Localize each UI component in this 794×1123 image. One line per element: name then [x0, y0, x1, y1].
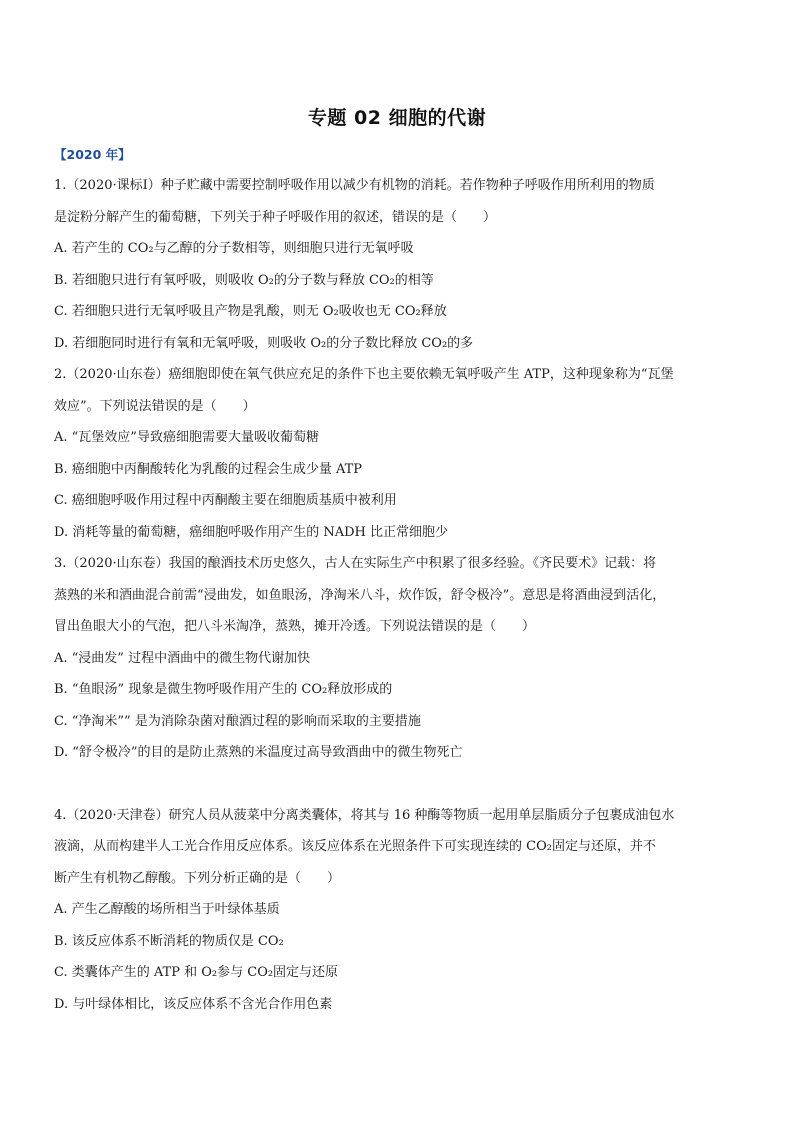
question-stem-line: 4.（2020·天津卷）研究人员从菠菜中分离类囊体，将其与 16 种酶等物质一起用单层脂质分子包裹成油包水 — [54, 807, 675, 823]
year-heading: 【2020 年】 — [54, 147, 131, 162]
option-a: A. 若产生的 CO₂与乙醇的分子数相等，则细胞只进行无氧呼吸 — [54, 241, 414, 256]
question-stem-line: 2.（2020·山东卷）癌细胞即使在氧气供应充足的条件下也主要依赖无氧呼吸产生 ATP，这种现象称为“瓦堡 — [54, 367, 674, 382]
question-stem-line: 冒出鱼眼大小的气泡，把八斗米淘净，蒸熟，摊开冷透。下列说法错误的是（ ） — [54, 619, 536, 634]
option-b: B. 若细胞只进行有氧呼吸，则吸收 O₂的分子数与释放 CO₂的相等 — [54, 272, 434, 288]
option-d: D. “舒令极冷”的目的是防止蒸熟的米温度过高导致酒曲中的微生物死亡 — [54, 745, 463, 760]
page-title: 专题 02 细胞的代谢 — [307, 107, 487, 129]
question-stem-line: 蒸熟的米和酒曲混合前需“浸曲发，如鱼眼汤，净淘米八斗，炊作饭，舒令极冷”。意思是将酒曲浸到活化， — [54, 587, 666, 603]
option-c: C. 类囊体产生的 ATP 和 O₂参与 CO₂固定与还原 — [54, 965, 339, 980]
questions-container — [54, 170, 732, 1020]
option-c: C. 若细胞只进行无氧呼吸且产物是乳酸，则无 O₂吸收也无 CO₂释放 — [54, 304, 447, 319]
question-4 — [54, 800, 732, 1021]
spacer — [54, 769, 732, 800]
question-stem-line: 是淀粉分解产生的葡萄糖，下列关于种子呼吸作用的叙述，错误的是（ ） — [54, 209, 497, 225]
question-stem-line: 效应”。下列说法错误的是（ ） — [54, 398, 256, 414]
option-b: B. 该反应体系不断消耗的物质仅是 CO₂ — [54, 933, 284, 949]
question-2 — [54, 359, 732, 548]
question-3 — [54, 548, 732, 769]
option-d: D. 若细胞同时进行有氧和无氧呼吸，则吸收 O₂的分子数比释放 CO₂的多 — [54, 335, 474, 351]
question-stem-line: 1.（2020·课标Ⅰ）种子贮藏中需要控制呼吸作用以减少有机物的消耗。若作物种子呼吸作用所利用的物质 — [54, 178, 655, 193]
question-stem-line: 3.（2020·山东卷）我国的酿酒技术历史悠久，古人在实际生产中积累了很多经验。《齐民要术》记载：将 — [54, 556, 657, 571]
option-c: C. 癌细胞呼吸作用过程中丙酮酸主要在细胞质基质中被利用 — [54, 493, 397, 508]
question-stem-line: 断产生有机物乙醇酸。下列分析正确的是（ ） — [54, 870, 341, 886]
option-d: D. 消耗等量的葡萄糖，癌细胞呼吸作用产生的 NADH 比正常细胞少 — [54, 524, 449, 540]
question-stem-line: 液滴，从而构建半人工光合作用反应体系。该反应体系在光照条件下可实现连续的 CO₂固定与还原，并不 — [54, 839, 656, 854]
option-b: B. 癌细胞中丙酮酸转化为乳酸的过程会生成少量 ATP — [54, 461, 363, 477]
option-a: A. “瓦堡效应”导致癌细胞需要大量吸收葡萄糖 — [54, 430, 319, 445]
option-c: C. “净淘米”” 是为消除杂菌对酿酒过程的影响而采取的主要措施 — [54, 713, 421, 729]
option-a: A. “浸曲发” 过程中酒曲中的微生物代谢加快 — [54, 650, 311, 666]
option-d: D. 与叶绿体相比，该反应体系不含光合作用色素 — [54, 996, 333, 1012]
option-b: B. “鱼眼汤” 现象是微生物呼吸作用产生的 CO₂释放形成的 — [54, 682, 393, 697]
question-1 — [54, 170, 732, 359]
option-a: A. 产生乙醇酸的场所相当于叶绿体基质 — [54, 902, 280, 917]
